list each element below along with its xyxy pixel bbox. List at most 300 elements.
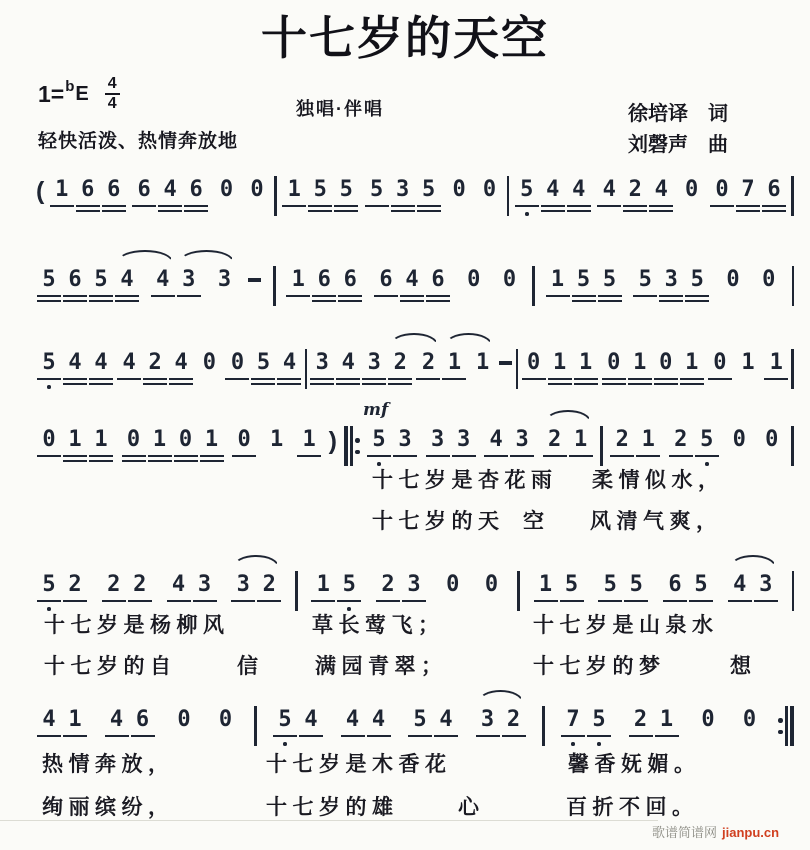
note-group [461, 267, 487, 311]
note-group [36, 350, 114, 394]
note-digit: 0 [250, 177, 264, 202]
beam-underline [654, 378, 678, 380]
note [416, 177, 442, 221]
beam-underline [148, 460, 172, 462]
beam-underline [708, 378, 732, 380]
note-digit: 3 [664, 267, 678, 292]
beam-underline [574, 383, 598, 385]
barline-stroke [516, 349, 519, 389]
note-group [247, 267, 263, 311]
note [104, 707, 130, 751]
note-group [196, 350, 222, 394]
beam-underline [736, 210, 760, 212]
lyric-segment: 柔情似水， [592, 469, 725, 492]
barline [600, 426, 603, 466]
note-group [446, 177, 472, 221]
barline [516, 349, 519, 389]
slur-arc [545, 410, 591, 422]
note-digit: 1 [68, 707, 82, 732]
note-group [224, 350, 302, 394]
key-signature [38, 74, 120, 114]
beam-underline [510, 455, 534, 457]
barline [532, 266, 535, 306]
time-denominator: 4 [107, 95, 117, 112]
note-digit: 2 [133, 572, 147, 597]
note-digit: 2 [628, 177, 642, 202]
note-digit: 5 [339, 177, 353, 202]
beam-underline [426, 295, 450, 297]
barline-stroke [542, 706, 545, 746]
note-digit: 5 [638, 267, 652, 292]
flat-sign: b [65, 77, 75, 95]
note-group [171, 707, 197, 751]
lyric-segment: 十七岁的梦 [533, 655, 666, 678]
note-digit: 2 [262, 572, 276, 597]
note-digit: 2 [633, 707, 648, 732]
note-digit: 4 [94, 350, 108, 375]
beam-underline [63, 455, 87, 457]
note [36, 267, 62, 311]
note-digit: 0 [218, 707, 233, 732]
beam-underline [131, 735, 155, 737]
beam-underline [522, 378, 546, 380]
beam-underline [649, 205, 673, 207]
beam-underline [102, 210, 126, 212]
note-group [407, 707, 459, 751]
beam-underline [572, 295, 596, 297]
note-digit: 5 [94, 267, 108, 292]
note-digit: 1 [641, 427, 655, 452]
note-digit: 0 [732, 427, 746, 452]
rest-note [231, 427, 257, 471]
note-digit: 5 [413, 707, 427, 732]
lyric-segment: 心 [458, 796, 485, 819]
beam-underline [174, 455, 198, 457]
beam-underline [633, 295, 657, 297]
lyric-segment: 十七岁是杏花雨 [372, 469, 558, 492]
beam-underline [177, 295, 201, 297]
barline-stroke [791, 349, 794, 389]
time-numerator: 4 [107, 75, 117, 92]
barline [791, 176, 794, 216]
note-group [596, 177, 674, 221]
note-group [264, 427, 290, 471]
beam-underline [311, 600, 335, 602]
note [441, 350, 467, 394]
note [571, 267, 597, 311]
repeat-dot [778, 730, 783, 735]
note-group [498, 350, 514, 394]
lyric-segment: 风清气爽， [590, 510, 723, 533]
scan-artifact-line [0, 820, 658, 821]
note [361, 350, 387, 394]
note [142, 350, 168, 394]
beam-underline [338, 295, 362, 297]
repeat-dot [355, 438, 360, 443]
note-digit: 5 [694, 572, 708, 597]
rest-note [759, 427, 785, 471]
note-digit: 5 [42, 267, 56, 292]
note-digit: 5 [603, 572, 617, 597]
dash-glyph [499, 361, 512, 365]
rest-note [521, 350, 547, 394]
beam-underline [548, 378, 572, 380]
beam-underline [184, 210, 208, 212]
beam-underline [63, 383, 87, 385]
note-digit: 5 [422, 177, 436, 202]
beam-underline [334, 210, 358, 212]
note [753, 572, 779, 616]
note [568, 427, 594, 471]
note-digit: 1 [204, 427, 219, 452]
barline-stroke [507, 176, 510, 216]
barline-stroke [790, 706, 794, 746]
note-digit: 0 [126, 427, 141, 452]
note-digit: 4 [572, 177, 586, 202]
close-paren: ) [328, 427, 337, 455]
note [501, 707, 527, 751]
rest-note [695, 707, 721, 751]
note-group [121, 427, 225, 471]
beam-underline [426, 300, 450, 302]
beam-underline [452, 455, 476, 457]
note-digit: 3 [759, 572, 773, 597]
note-group [475, 707, 527, 751]
note-digit: 4 [68, 350, 82, 375]
lyric-segment: 百折不回。 [566, 796, 699, 819]
barline [274, 176, 277, 216]
note-digit: 3 [456, 427, 471, 452]
beam-underline [89, 378, 113, 380]
composer-credit: 刘磬声 曲 [628, 134, 728, 156]
rest-note [121, 427, 147, 471]
note-digit: 3 [315, 350, 329, 375]
note-digit: 4 [163, 177, 177, 202]
note-digit: 5 [592, 707, 606, 732]
beam-underline [623, 210, 647, 212]
beam-underline [128, 600, 152, 602]
note [183, 177, 209, 221]
note-group [415, 350, 467, 394]
note-digit: 4 [42, 707, 56, 732]
note-group [763, 350, 789, 394]
beam-underline [567, 210, 591, 212]
beam-underline [417, 210, 441, 212]
note [88, 427, 114, 471]
barline-stroke [791, 426, 794, 466]
note-digit: 5 [700, 427, 714, 452]
beam-underline [624, 600, 648, 602]
beam-underline [273, 735, 297, 737]
note-digit: 1 [291, 267, 305, 292]
note-digit: 6 [431, 267, 445, 292]
beam-underline [574, 378, 598, 380]
beam-underline [143, 383, 167, 385]
note-digit: 0 [452, 177, 466, 202]
note-digit: 2 [381, 572, 395, 597]
note [761, 177, 787, 221]
note-digit: 2 [68, 572, 82, 597]
barline-stroke [792, 571, 795, 611]
note-digit: 5 [629, 572, 643, 597]
low-octave-dot [525, 212, 529, 216]
barline-stroke [532, 266, 535, 306]
beam-underline [367, 735, 391, 737]
beam-underline [297, 455, 321, 457]
barline-stroke [274, 176, 277, 216]
note-digit: 1 [552, 350, 567, 375]
beam-underline [200, 460, 224, 462]
note [632, 267, 658, 311]
open-repeat-sign [344, 426, 360, 466]
barline [305, 349, 308, 389]
barline-stroke [273, 266, 276, 306]
lyric-segment: 十七岁的雄 [266, 796, 399, 819]
note [366, 707, 392, 751]
beam-underline [548, 383, 572, 385]
note [309, 350, 335, 394]
music-line-2 [36, 267, 794, 315]
beam-underline [762, 210, 786, 212]
note [597, 267, 623, 311]
note [586, 707, 612, 751]
note-digit: 6 [343, 267, 357, 292]
beam-underline [50, 205, 74, 207]
note [62, 707, 88, 751]
repeat-dot [778, 718, 783, 723]
beam-underline [63, 600, 87, 602]
note [596, 177, 622, 221]
note-group [735, 350, 761, 394]
note [272, 707, 298, 751]
barline [254, 706, 257, 746]
rest-note [244, 177, 270, 221]
note-digit: 0 [484, 572, 499, 597]
note-digit: 0 [502, 267, 517, 292]
note-digit: 5 [602, 267, 617, 292]
beam-underline [374, 295, 398, 297]
note-group [36, 267, 140, 311]
lyric-segment: 十七岁是木香花 [266, 753, 452, 776]
note-digit: 4 [546, 177, 560, 202]
note-digit: 4 [171, 572, 186, 597]
rest-note [679, 177, 705, 221]
rest-note [171, 707, 197, 751]
beam-underline [663, 600, 687, 602]
tempo-marking: 轻快活泼、热情奔放地 [38, 131, 239, 152]
note-group [104, 707, 156, 751]
note-group [720, 267, 746, 311]
rest-note [653, 350, 679, 394]
note-digit: 3 [480, 707, 495, 732]
beam-underline [158, 205, 182, 207]
note-digit: 1 [741, 350, 755, 375]
note-digit: 0 [765, 427, 779, 452]
music-line-3 [36, 350, 794, 398]
note-digit: 4 [439, 707, 453, 732]
note [335, 350, 361, 394]
note [387, 350, 413, 394]
note-digit: 6 [137, 177, 151, 202]
note-digit: 5 [42, 350, 56, 375]
beam-underline [376, 600, 400, 602]
barline [791, 426, 794, 466]
beam-underline [426, 455, 450, 457]
note-group [737, 707, 763, 751]
beam-underline [312, 295, 336, 297]
note [131, 177, 157, 221]
slur-arc [478, 690, 524, 702]
beam-underline [286, 295, 310, 297]
beam-underline [764, 378, 788, 380]
note-digit: 4 [109, 707, 124, 732]
note-digit: 2 [674, 427, 688, 452]
beam-underline [669, 455, 693, 457]
beam-underline [543, 455, 567, 457]
beam-underline [89, 383, 113, 385]
watermark-site-name: 歌谱简谱网 [652, 825, 718, 840]
note-digit: 1 [574, 427, 588, 452]
lyric-segment: 十七岁的天 [372, 510, 505, 533]
lyric-segment: 想 [730, 655, 757, 678]
barline-stroke [600, 426, 603, 466]
note-group [309, 350, 413, 394]
note-digit: 4 [733, 572, 747, 597]
beam-underline [200, 455, 224, 457]
beam-underline [628, 378, 652, 380]
beam-underline [629, 735, 653, 737]
note [337, 267, 363, 311]
beam-underline [654, 383, 678, 385]
beam-underline [37, 378, 61, 380]
note [373, 267, 399, 311]
note [470, 350, 496, 394]
note [75, 177, 101, 221]
beam-underline [251, 383, 275, 385]
rest-note [196, 350, 222, 394]
note-digit: 7 [566, 707, 580, 732]
beam-underline [680, 378, 704, 380]
beam-underline [572, 300, 596, 302]
barline-stroke [785, 706, 788, 746]
beam-underline [308, 210, 332, 212]
beam-underline [655, 735, 679, 737]
beam-underline [167, 600, 191, 602]
note [684, 267, 710, 311]
lyric-segment: 草长莺飞； [312, 614, 445, 637]
note [654, 707, 680, 751]
note-digit: 5 [42, 572, 56, 597]
note-digit: 1 [475, 350, 490, 375]
note-group [212, 267, 238, 311]
beam-underline [710, 205, 734, 207]
slur-arc [233, 555, 279, 567]
beam-underline [158, 210, 182, 212]
note-digit: 3 [182, 267, 196, 292]
note-digit: 4 [174, 350, 188, 375]
note-digit: 0 [726, 267, 740, 292]
beam-underline [416, 378, 440, 380]
dash-note [247, 267, 263, 311]
note [628, 707, 654, 751]
note [340, 707, 366, 751]
note [307, 177, 333, 221]
barline [295, 571, 298, 611]
note-digit: 5 [313, 177, 327, 202]
note [735, 350, 761, 394]
note [514, 177, 540, 221]
low-octave-dot [571, 742, 575, 746]
note [735, 177, 761, 221]
note-group [281, 177, 359, 221]
barline-stroke [295, 571, 298, 611]
note-group [244, 177, 270, 221]
note-digit: 0 [742, 707, 757, 732]
beam-underline [310, 383, 334, 385]
note [648, 177, 674, 221]
beam-underline [610, 455, 634, 457]
note [114, 267, 140, 311]
note [157, 177, 183, 221]
note-digit: 6 [135, 707, 150, 732]
barline-stroke [791, 176, 794, 216]
slur-arc [179, 250, 235, 262]
note-group [756, 267, 782, 311]
note [49, 177, 75, 221]
note-digit: 1 [68, 427, 82, 452]
beam-underline [685, 295, 709, 297]
barline [507, 176, 510, 216]
note-digit: 0 [237, 427, 251, 452]
note-digit: 4 [122, 350, 136, 375]
note-digit: 1 [550, 267, 565, 292]
note-digit: 4 [602, 177, 616, 202]
note-digit: 0 [607, 350, 621, 375]
note-digit: 0 [178, 427, 193, 452]
beam-underline [76, 205, 100, 207]
beam-underline [546, 295, 570, 297]
note-group [36, 707, 88, 751]
beam-underline [251, 378, 275, 380]
note-digit: 4 [120, 267, 134, 292]
beam-underline [649, 210, 673, 212]
note [475, 707, 501, 751]
beam-underline [602, 378, 626, 380]
dash-note [498, 350, 514, 394]
time-signature [105, 76, 120, 112]
beam-underline [561, 735, 585, 737]
note [415, 350, 441, 394]
note-digit: 0 [219, 177, 234, 202]
note-digit: 5 [278, 707, 292, 732]
note [433, 707, 459, 751]
note [62, 267, 88, 311]
lyric-segment: 空 [523, 510, 550, 533]
beam-underline [365, 205, 389, 207]
note-digit: 5 [690, 267, 704, 292]
note-digit: 3 [430, 427, 445, 452]
beam-underline [115, 295, 139, 297]
note [256, 572, 282, 616]
note-group [695, 707, 721, 751]
note-digit: 1 [302, 427, 316, 452]
beam-underline [341, 735, 365, 737]
beam-underline [63, 460, 87, 462]
beam-underline [338, 300, 362, 302]
note [285, 267, 311, 311]
open-paren: ( [36, 177, 45, 205]
barline [273, 266, 276, 306]
